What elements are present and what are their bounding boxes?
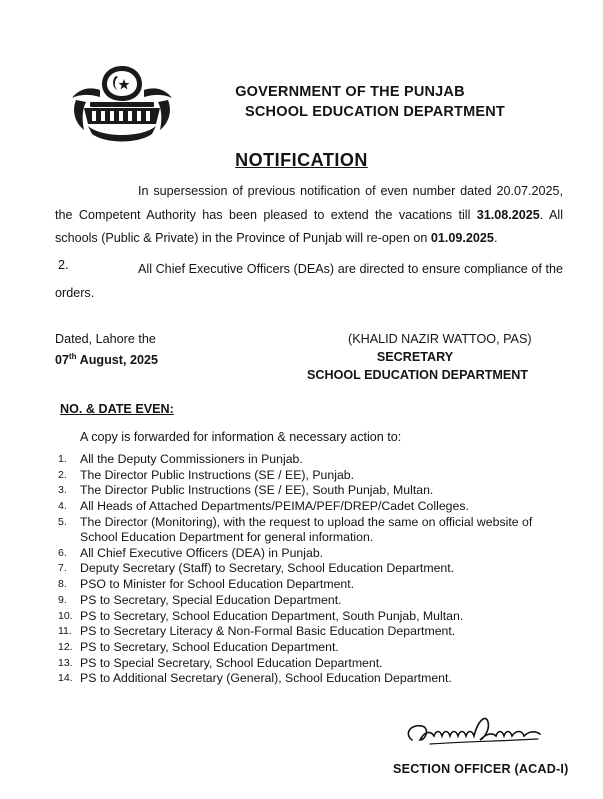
list-item — [58, 515, 568, 545]
copy-forwarded-text: A copy is forwarded for information & necessary action to: — [80, 430, 402, 444]
list-item-number: 4. — [58, 500, 67, 513]
list-item-text: PS to Secretary, School Education Department. — [80, 639, 339, 654]
vacation-end-date: 31.08.2025 — [476, 207, 540, 222]
list-item — [58, 624, 568, 639]
paragraph-1-text-a: In supersession of previous notification of even number dated 20.07.2025, the Competent Authority has been pleased to extend the vacations till — [55, 184, 563, 222]
list-item — [58, 546, 568, 561]
list-item — [58, 593, 568, 608]
list-item-text: The Director Public Instructions (SE / EE), South Punjab, Multan. — [80, 483, 434, 498]
signer-block — [300, 330, 560, 384]
list-item-number: 8. — [58, 578, 67, 591]
list-item — [58, 452, 568, 467]
list-item-number: 12. — [58, 640, 73, 653]
list-item-number: 1. — [58, 453, 67, 465]
list-item — [58, 656, 568, 671]
list-item-number: 9. — [58, 593, 67, 606]
list-item — [58, 577, 568, 592]
dated-month-year: August, 2025 — [76, 353, 158, 368]
list-item-text: The Director Public Instructions (SE / EE), Punjab. — [80, 467, 355, 482]
dated-date — [55, 348, 158, 369]
paragraph-2: All Chief Executive Officers (DEAs) are directed to ensure compliance of the orders. — [55, 262, 563, 300]
signature-image — [400, 712, 550, 752]
signer-department: SCHOOL EDUCATION DEPARTMENT — [307, 368, 529, 382]
list-item-number: 6. — [58, 546, 67, 559]
dated-day: 07 — [55, 353, 70, 368]
dated-place: Dated, Lahore the — [55, 332, 156, 346]
list-item — [58, 483, 568, 498]
paragraph-2-number: 2. — [58, 258, 69, 272]
list-item-number: 5. — [58, 515, 67, 528]
list-item — [58, 468, 568, 483]
list-item-text: PSO to Minister for School Education Department. — [80, 577, 355, 592]
distribution-list — [58, 452, 568, 687]
list-item-number: 7. — [58, 562, 67, 575]
list-item-text: PS to Secretary, School Education Department, South Punjab, Multan. — [80, 608, 464, 623]
punjab-emblem-icon — [66, 64, 178, 144]
list-item — [58, 561, 568, 576]
list-item — [58, 609, 568, 624]
list-item-number: 13. — [58, 656, 73, 669]
list-item-number: 3. — [58, 484, 67, 497]
no-date-even-heading: NO. & DATE EVEN: — [60, 402, 174, 416]
list-item-text: PS to Additional Secretary (General), School Education Department. — [80, 671, 452, 686]
signer-designation: SECRETARY — [376, 350, 454, 364]
list-item-text: Deputy Secretary (Staff) to Secretary, School Education Department. — [80, 561, 455, 576]
department-heading: SCHOOL EDUCATION DEPARTMENT — [245, 104, 505, 120]
list-item-text: PS to Special Secretary, School Education Department. — [80, 655, 383, 670]
paragraph-1-text-c: . — [493, 231, 498, 245]
reopen-date: 01.09.2025 — [430, 231, 494, 245]
list-item-number: 14. — [58, 672, 73, 685]
list-item-text: All Heads of Attached Departments/PEIMA/PEF/DREP/Cadet Colleges. — [80, 499, 469, 514]
dated-block — [55, 330, 158, 369]
list-item-text: All Chief Executive Officers (DEA) in Punjab. — [80, 545, 324, 560]
notification-title: NOTIFICATION — [235, 150, 368, 170]
list-item-text: PS to Secretary, Special Education Department. — [80, 592, 342, 607]
list-item-text: PS to Secretary Literacy & Non-Formal Basic Education Department. — [80, 624, 456, 639]
list-item — [58, 499, 568, 514]
government-heading: GOVERNMENT OF THE PUNJAB — [235, 84, 465, 100]
list-item-text: All the Deputy Commissioners in Punjab. — [80, 452, 303, 466]
list-item — [58, 671, 568, 686]
signer-name: (KHALID NAZIR WATTOO, PAS) — [348, 332, 532, 346]
paragraph-1 — [55, 180, 563, 251]
list-item-number: 11. — [58, 625, 72, 638]
list-item-text: The Director (Monitoring), with the request to upload the same on official website of School Education Department for general information. — [80, 514, 533, 545]
list-item-number: 2. — [58, 468, 67, 481]
list-item-number: 10. — [58, 609, 73, 622]
list-item — [58, 640, 568, 655]
dated-day-suffix: th — [69, 352, 77, 361]
section-officer-label: SECTION OFFICER (ACAD-I) — [393, 762, 569, 776]
paragraph-1-text-b: . All schools (Public & Private) in the Province of Punjab will re-open on — [55, 207, 563, 245]
